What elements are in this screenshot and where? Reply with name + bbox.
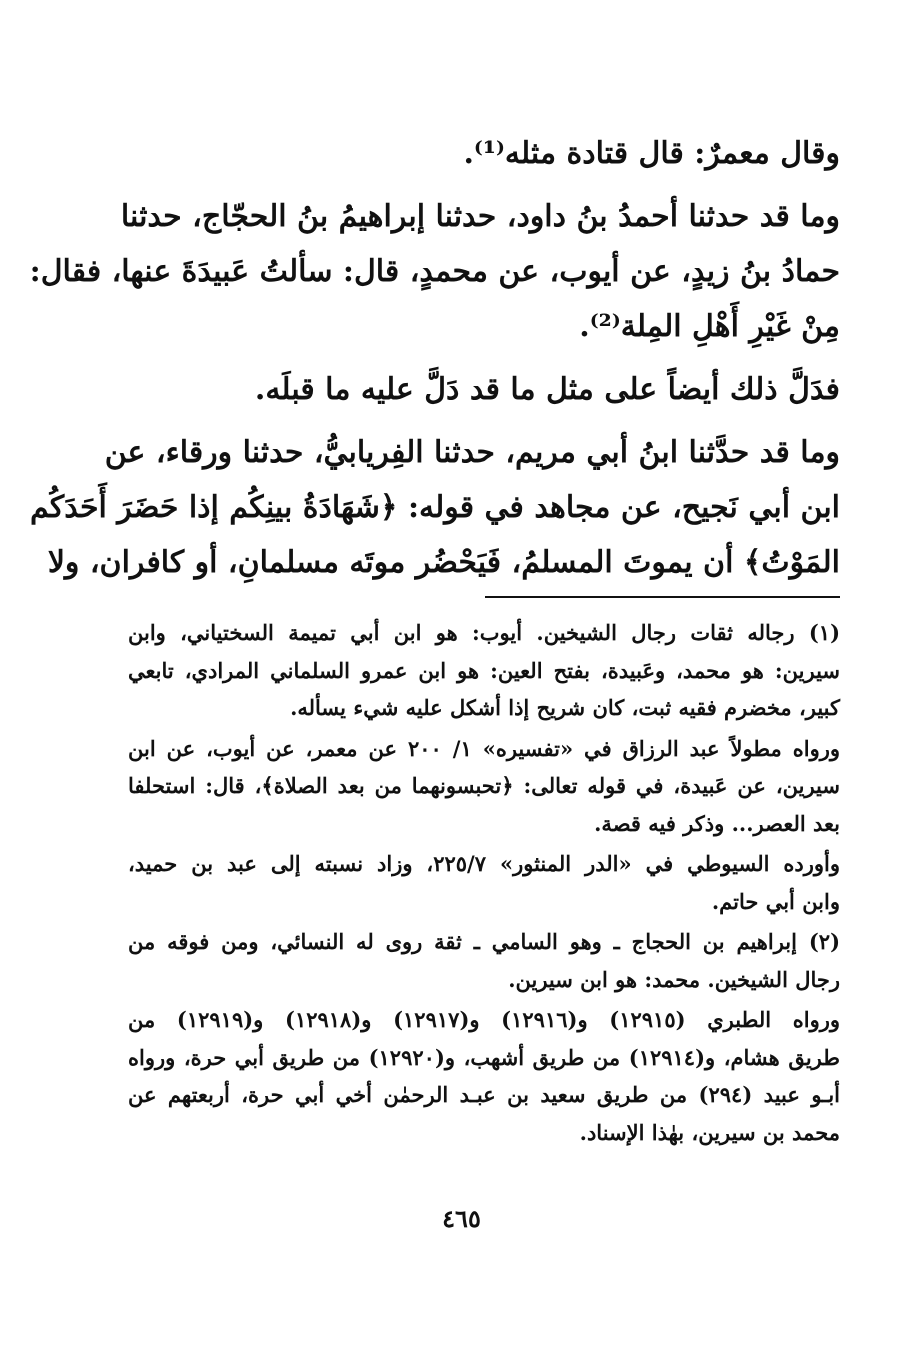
main-text-line: وما قد حدثنا أحمدُ بنُ داود، حدثنا إبراهيمُ بنُ الحجّاج، حدثنا [120, 199, 840, 234]
page-number: ٤٦٥ [442, 1204, 481, 1233]
footnote-line: طريق هشام، و(١٢٩١٤) من طريق أشهب، و(١٢٩٢٠) من طريق أبي حرة، ورواه [128, 1044, 840, 1070]
footnote-line: سيرين: هو محمد، وعَبيدة، بفتح العين: هو ابن عمرو السلماني المرادي، تابعي [128, 657, 840, 683]
main-text-paragraph [128, 362, 840, 417]
main-text-line: مِنْ غَيْرِ أَهْلِ المِلة⁽²⁾. [579, 309, 840, 344]
footnote-line: سيرين، عن عَبيدة، في قوله تعالى: ﴿تحبسونهما من بعد الصلاة﴾، قال: استحلفا [128, 773, 840, 798]
footnote-line: ورواه الطبري (١٢٩١٥) و(١٢٩١٦) و(١٢٩١٧) و(١٢٩١٨) و(١٢٩١٩) من [128, 1007, 840, 1032]
main-text-line: ابن أبي نَجيح، عن مجاهد في قوله: ﴿شَهَادَةُ بينِكُم إذا حَضَرَ أَحَدَكُم [29, 490, 840, 525]
footnote-line: أبـو عبيد (٢٩٤) من طريق سعيد بن عبـد الرحمٰن أخي أبي حرة، أربعتهم عن [128, 1082, 840, 1107]
footnote-line: ورواه مطولاً عبد الرزاق في «تفسيره» ١/ ٢٠٠ عن معمر، عن أيوب، عن ابن [128, 735, 841, 761]
main-text-line: حمادُ بنُ زيدٍ، عن أيوب، عن محمدٍ، قال: سألتُ عَبيدَةَ عنها، فقال: [29, 254, 840, 289]
paragraph-gap [128, 354, 840, 362]
page-body [29, 126, 841, 1151]
footnote-line: وابن أبي حاتم. [711, 888, 840, 914]
footnote-paragraph [128, 730, 840, 843]
footnote-paragraph [128, 923, 840, 998]
main-text-line: وقال معمرٌ: قال قتادة مثله⁽¹⁾. [463, 136, 840, 171]
main-text-line: وما قد حدَّثنا ابنُ أبي مريم، حدثنا الفِريابيُّ، حدثنا ورقاء، عن [104, 435, 840, 470]
main-text [29, 126, 840, 590]
main-text-paragraph [128, 126, 840, 181]
footnote-line: (١) رجاله ثقات رجال الشيخين. أيوب: هو ابن أبي تميمة السختياني، وابن [128, 620, 840, 645]
footnote-line: كبير، مخضرم فقيه ثبت، كان شريح إذا أشكل عليه شيء يسأله. [290, 695, 840, 720]
main-text-paragraph [29, 425, 840, 590]
main-text-line: المَوْتُ﴾ أن يموتَ المسلمُ، فَيَحْضُر موتَه مسلمانِ، أو كافران، ولا [47, 545, 840, 580]
main-text-paragraph [29, 189, 840, 354]
footnote-line: بعد العصر... وذكر فيه قصة. [594, 810, 840, 836]
footnote-line: رجال الشيخين. محمد: هو ابن سيرين. [508, 966, 840, 992]
footnote-line: محمد بن سيرين، بهٰذا الإسناد. [579, 1119, 840, 1145]
footnote-line: (٢) إبراهيم بن الحجاج ـ وهو السامي ـ ثقة روى له النسائي، ومن فوقه من [128, 929, 840, 954]
paragraph-gap [128, 181, 840, 189]
paragraph-gap [128, 417, 840, 425]
footnote-paragraph [128, 845, 840, 920]
footnote-paragraph [128, 614, 840, 727]
footnotes [128, 614, 840, 1151]
main-text-line: فدَلَّ ذلك أيضاً على مثل ما قد دَلَّ عليه ما قبلَه. [254, 372, 840, 407]
footnote-paragraph [128, 1001, 840, 1151]
footnote-separator [485, 596, 840, 598]
footnote-line: وأورده السيوطي في «الدر المنثور» ٢٢٥/٧، وزاد نسبته إلى عبد بن حميد، [128, 851, 841, 876]
